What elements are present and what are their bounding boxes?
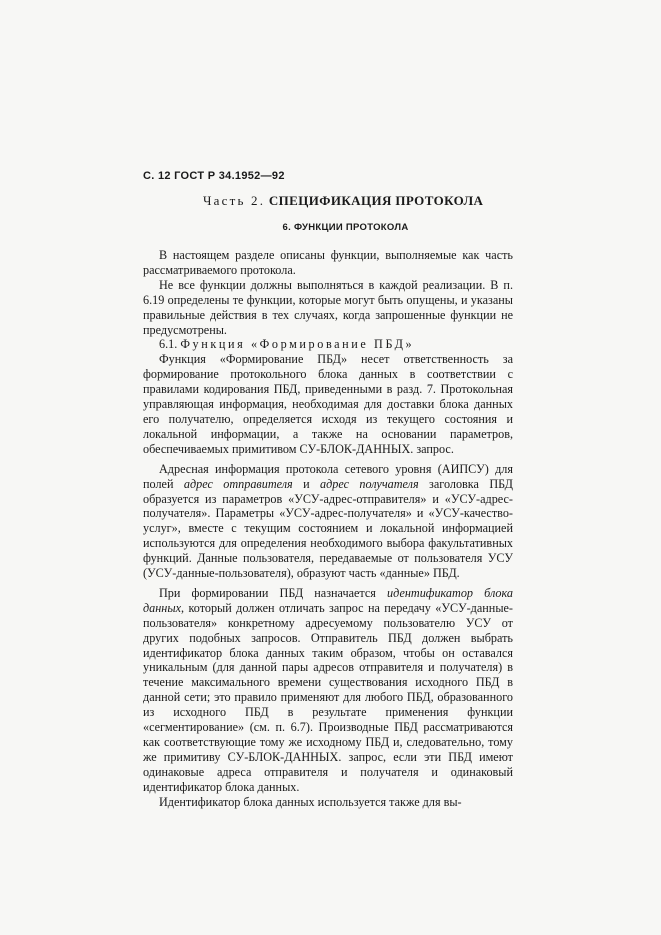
text-run: , который должен отличать запрос на передачу «УСУ-данные-пользователя» конкретному адресуемому пользователю УСУ от других подобных запросов. Отправитель ПБД должен выбрать идентификатор блока данных таким образом, чтобы он оставался уникальным (для данной пары адресов отправителя и получателя) в течение максимального времени существования исходного ПБД в данной сети; это правило применяют для любого ПБД, образованного из исходного ПБД в результате применения функции «сегментирование» (см. п. 6.7). Производные ПБД рассматриваются как соответствующие тому же исходному ПБД и, следовательно, тому же примитиву СУ-БЛОК-ДАННЫХ. запрос, если эти ПБД имеют одинаковые адреса отправителя и получателя и одинаковый идентификатор блока данных.: [143, 600, 513, 794]
body-text: [143, 248, 513, 810]
subsection-heading: [143, 337, 513, 352]
text-run: заголовка ПБД образуется из параметров «УСУ-адрес-отправителя» и «УСУ-адрес-получателя». Параметры «УСУ-адрес-получателя» и «УСУ-качество-услуг», вместе с текущим состоянием и локальной информацией используются для определения необходимого выбора факультативных функций. Данные пользователя, передаваемые от пользователя УСУ (УСУ-данные-пользователя), образуют часть «данные» ПБД.: [143, 476, 513, 581]
paragraph: Не все функции должны выполняться в каждой реализации. В п. 6.19 определены те функции, которые могут быть опущены, и указаны правильные действия в тех случаях, когда запрошенные функции не предусмотрены.: [143, 277, 513, 337]
italic-term: адрес отправителя: [183, 476, 293, 491]
italic-term: идентификатор блока данных: [143, 585, 513, 615]
paragraph: Функция «Формирование ПБД» несет ответственность за формирование протокольного блока данных в соответствии с правилами кодирования ПБД, приведенными в разд. 7. Протокольная управляющая информация, необходимая для доставки блока данных его получателю, определяется исходя из текущего состояния и локальной информации, а также на основании параметров, обеспечиваемых примитивом СУ-БЛОК-ДАННЫХ. запрос.: [143, 352, 513, 456]
paragraph: В настоящем разделе описаны функции, выполняемые как часть рассматриваемого протокола.: [143, 248, 513, 277]
section-heading: 6. ФУНКЦИИ ПРОТОКОЛА: [282, 222, 409, 233]
paragraph: Идентификатор блока данных используется также для вы-: [159, 794, 462, 809]
part-heading: [203, 193, 483, 209]
text-run: Адресная информация протокола сетевого уровня (АИПСУ) для полей: [143, 461, 513, 491]
paragraph: [143, 462, 513, 581]
part-prefix: Часть 2.: [203, 193, 266, 208]
italic-term: адрес получателя: [320, 476, 419, 491]
part-title-text: СПЕЦИФИКАЦИЯ ПРОТОКОЛА: [268, 193, 484, 208]
text-run: При формировании ПБД назначается: [159, 585, 388, 600]
text-run: и: [292, 476, 320, 491]
page-header: С. 12 ГОСТ Р 34.1952—92: [143, 170, 285, 182]
paragraph: [143, 586, 513, 795]
subsection-number: 6.1.: [159, 337, 178, 352]
subsection-title: Функция «Формирование ПБД»: [180, 337, 415, 352]
